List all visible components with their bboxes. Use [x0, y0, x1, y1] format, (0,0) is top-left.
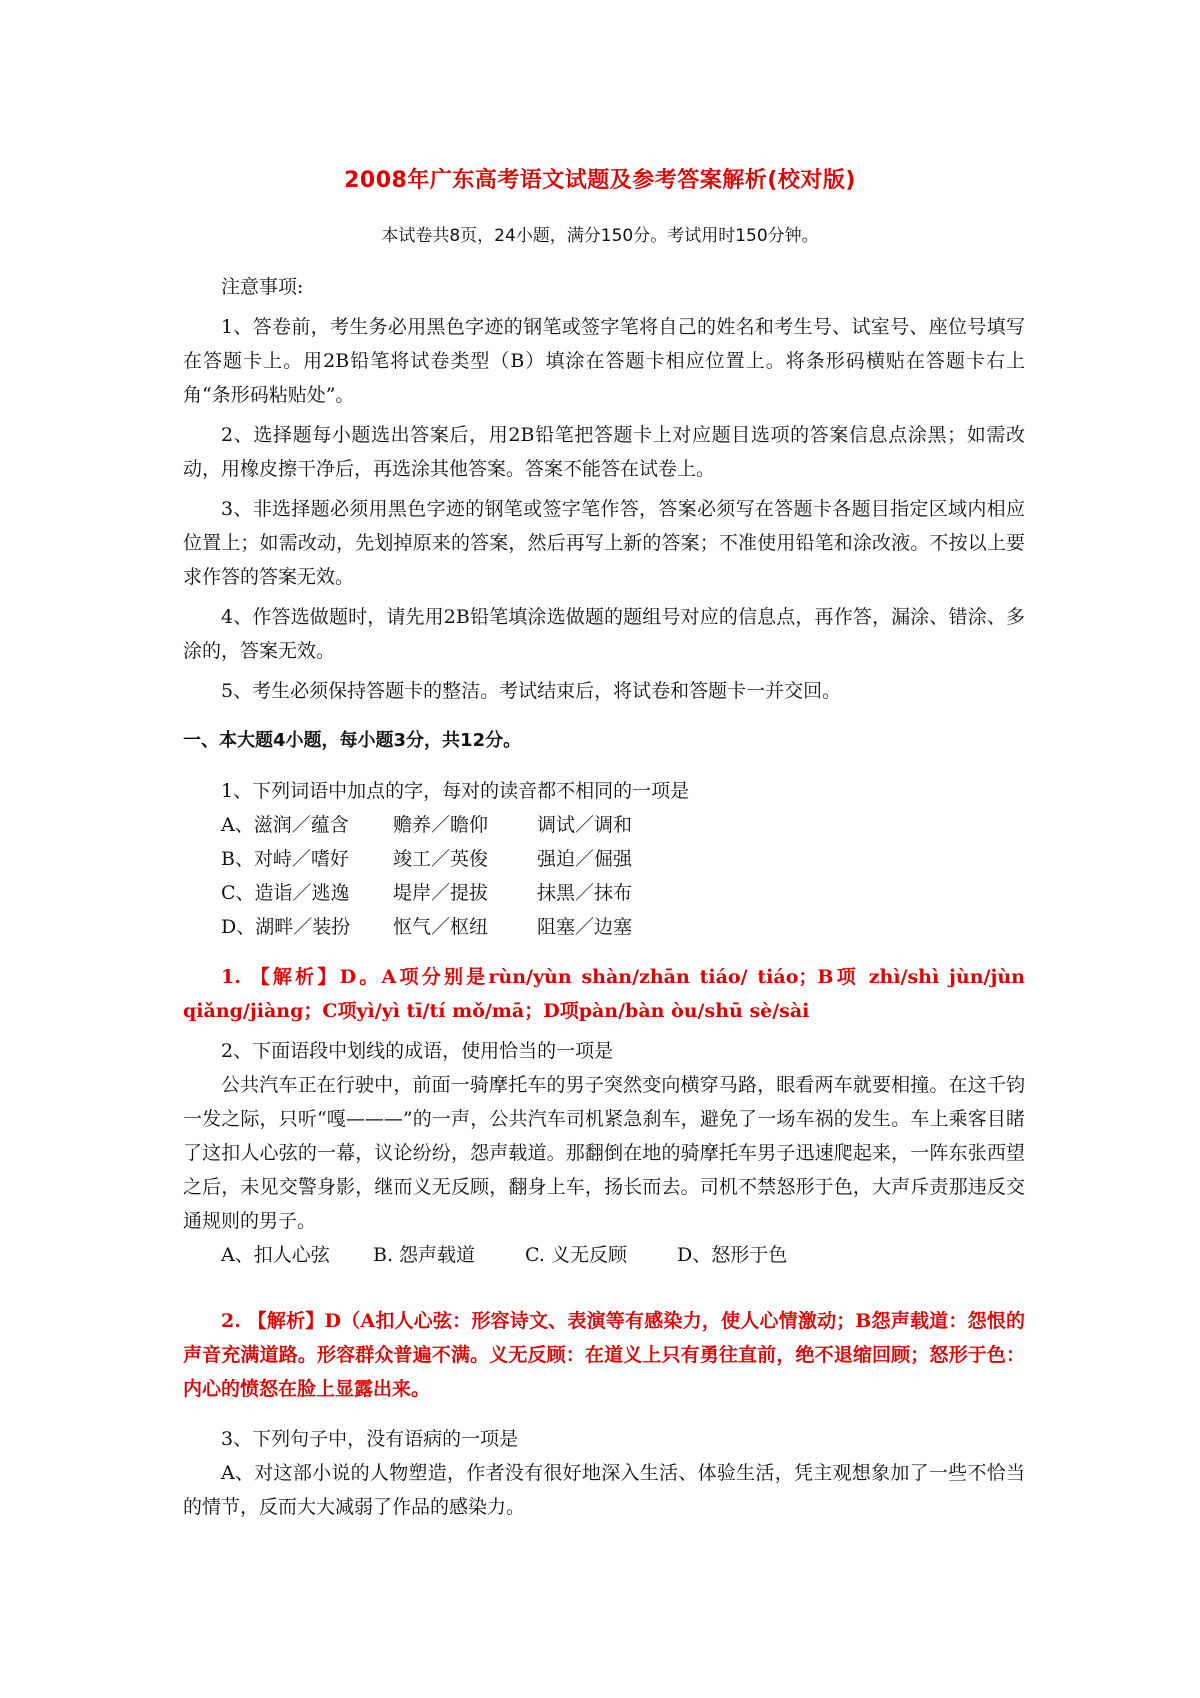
notice-item-5: 5、考生必须保持答题卡的整洁。考试结束后，将试卷和答题卡一并交回。	[221, 680, 842, 702]
question-1-option-b: B、对峙／嗜好 竣工／英俊 强迫／倔强	[221, 848, 633, 870]
question-2-option-c: C. 义无反顾	[525, 1244, 627, 1266]
question-3-stem: 3、下列句子中，没有语病的一项是	[221, 1428, 519, 1450]
notice-item-4: 4、作答选做题时，请先用2B铅笔填涂选做题的题组号对应的信息点，再作答，漏涂、错涂、多涂的，答案无效。	[183, 606, 1025, 662]
question-2-passage: 公共汽车正在行驶中，前面一骑摩托车的男子突然变向横穿马路，眼看两车就要相撞。在这千钧一发之际，只听“嘎———”的一声，公共汽车司机紧急刹车，避免了一场车祸的发生。车上乘客目睹了这扣人心弦的一幕，议论纷纷，怨声载道。那翻倒在地的骑摩托车男子迅速爬起来，一阵东张西望之后，未见交警身影，继而义无反顾，翻身上车，扬长而去。司机不禁怒形于色，大声斥责那违反交通规则的男子。	[183, 1074, 1025, 1232]
document-title: 2008年广东高考语文试题及参考答案解析(校对版)	[344, 168, 856, 193]
question-1-option-a: A、滋润／蕴含 赡养／瞻仰 调试／调和	[221, 814, 633, 836]
question-3-option-a: A、对这部小说的人物塑造，作者没有很好地深入生活、体验生活，凭主观想象加了一些不恰当的情节，反而大大减弱了作品的感染力。	[183, 1462, 1025, 1518]
question-2-option-a: A、扣人心弦	[221, 1244, 330, 1266]
question-2-analysis: 2. 【解析】D（A扣人心弦：形容诗文、表演等有感染力，使人心情激动；B怨声载道：怨恨的声音充满道路。形容群众普遍不满。义无反顾：在道义上只有勇往直前，绝不退缩回顾；怒形于色：内心的愤怒在脸上显露出来。	[183, 1310, 1025, 1400]
question-2-stem: 2、下面语段中划线的成语，使用恰当的一项是	[221, 1040, 614, 1062]
document-subtitle: 本试卷共8页，24小题，满分150分。考试用时150分钟。	[381, 226, 819, 246]
question-1-option-c: C、造诣／逃逸 堤岸／提拔 抹黑／抹布	[221, 882, 633, 904]
section-heading: 一、本大题4小题，每小题3分，共12分。	[183, 730, 522, 751]
notice-heading: 注意事项:	[221, 276, 304, 298]
notice-item-2: 2、选择题每小题选出答案后，用2B铅笔把答题卡上对应题目选项的答案信息点涂黑；如需改动，用橡皮擦干净后，再选涂其他答案。答案不能答在试卷上。	[183, 424, 1025, 480]
question-1-stem: 1、下列词语中加点的字，每对的读音都不相同的一项是	[221, 780, 690, 802]
question-2-options	[183, 1238, 1025, 1272]
document-body	[183, 270, 1025, 1524]
notice-item-3: 3、非选择题必须用黑色字迹的钢笔或签字笔作答，答案必须写在答题卡各题目指定区域内相应位置上；如需改动，先划掉原来的答案，然后再写上新的答案；不准使用铅笔和涂改液。不按以上要求作答的答案无效。	[183, 498, 1025, 588]
notice-item-1: 1、答卷前，考生务必用黑色字迹的钢笔或签字笔将自己的姓名和考生号、试室号、座位号填写在答题卡上。用2B铅笔将试卷类型（B）填涂在答题卡相应位置上。将条形码横贴在答题卡右上角“条形码粘贴处”。	[183, 316, 1025, 406]
question-2-option-b: B. 怨声载道	[373, 1244, 476, 1266]
question-1-analysis: 1. 【解析】D。A项分别是rùn/yùn shàn/zhān tiáo/ tiáo；B项 zhì/shì jùn/jùn qiǎng/jiàng；C项yì/yì tī/tí mǒ/mā；D项pàn/bàn òu/shū sè/sài	[183, 966, 1025, 1022]
question-1-option-d: D、湖畔／装扮 怄气／枢纽 阻塞／边塞	[221, 916, 633, 938]
question-2-option-d: D、怒形于色	[677, 1244, 788, 1266]
